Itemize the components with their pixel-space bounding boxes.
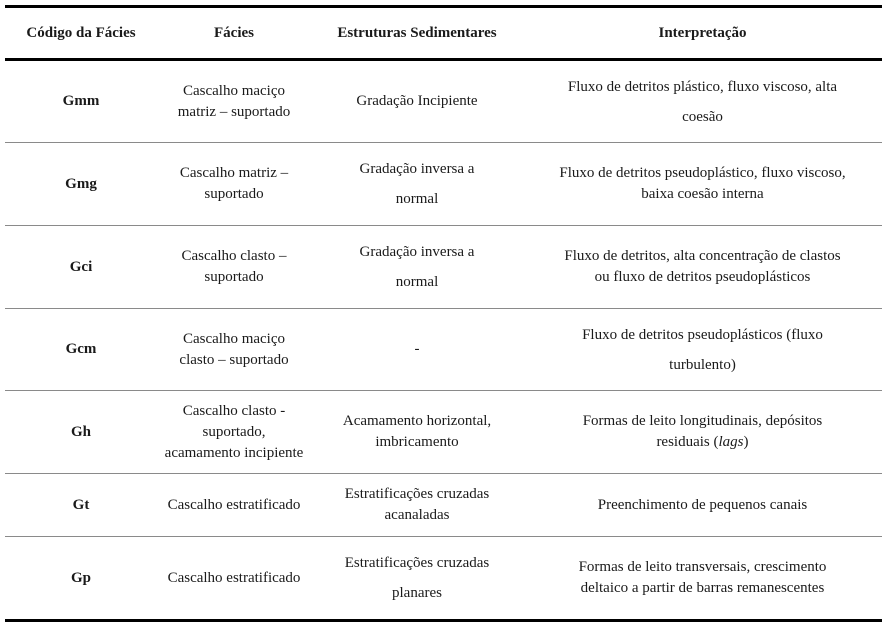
- facies-name: Cascalho matriz – suportado: [179, 165, 289, 202]
- facies-name: Cascalho maciço matriz – suportado: [177, 82, 291, 120]
- interpretation: Fluxo de detritos pseudoplásticos (fluxo turbulento): [582, 326, 823, 373]
- facies-name: Cascalho estratificado: [167, 496, 301, 513]
- table-row: [5, 474, 882, 536]
- interpretation: Formas de leito longitudinais, depósitos residuais (lags): [582, 413, 823, 450]
- sedimentary-structures: Gradação inversa a normal: [359, 244, 475, 290]
- header-codigo: Código da Fácies: [26, 24, 136, 41]
- interpretation: Preenchimento de pequenos canais: [597, 496, 808, 513]
- header-facies: Fácies: [214, 24, 254, 41]
- facies-code: Gcm: [65, 341, 97, 357]
- facies-table: [5, 0, 882, 631]
- sedimentary-structures: Estratificações cruzadas acanaladas: [344, 486, 490, 523]
- table-row: [5, 309, 882, 390]
- table-header-row: [5, 8, 882, 58]
- facies-code: Gh: [70, 423, 91, 440]
- interpretation: Fluxo de detritos, alta concentração de clastos ou fluxo de detritos pseudoplásticos: [564, 248, 841, 285]
- sedimentary-structures: -: [414, 341, 420, 357]
- table-row: [5, 391, 882, 473]
- table-row: [5, 226, 882, 308]
- table-row: [5, 537, 882, 619]
- facies-code: Gmm: [62, 93, 100, 109]
- interpretation: Fluxo de detritos plástico, fluxo viscoso, alta coesão: [567, 78, 838, 125]
- header-estruturas: Estruturas Sedimentares: [337, 24, 497, 41]
- header-interpretacao: Interpretação: [658, 24, 747, 41]
- facies-name: Cascalho clasto - suportado, acamamento incipiente: [164, 402, 304, 461]
- sedimentary-structures: Estratificações cruzadas planares: [344, 555, 490, 601]
- table-row: [5, 61, 882, 142]
- interpretation: Formas de leito transversais, crescimento deltaico a partir de barras remanescentes: [578, 559, 827, 596]
- sedimentary-structures: Acamamento horizontal, imbricamento: [342, 413, 492, 450]
- facies-code: Gci: [69, 258, 93, 275]
- facies-code: Gt: [72, 496, 90, 513]
- facies-name: Cascalho maciço clasto – suportado: [179, 330, 289, 368]
- table-bottom-rule: [5, 619, 882, 622]
- sedimentary-structures: Gradação inversa a normal: [359, 161, 475, 207]
- interpretation: Fluxo de detritos pseudoplástico, fluxo viscoso, baixa coesão interna: [559, 165, 846, 202]
- facies-code: Gp: [70, 569, 91, 586]
- facies-code: Gmg: [65, 175, 97, 192]
- facies-name: Cascalho estratificado: [167, 569, 301, 586]
- table-row: [5, 143, 882, 225]
- facies-name: Cascalho clasto – suportado: [181, 248, 287, 285]
- sedimentary-structures: Gradação Incipiente: [356, 93, 478, 109]
